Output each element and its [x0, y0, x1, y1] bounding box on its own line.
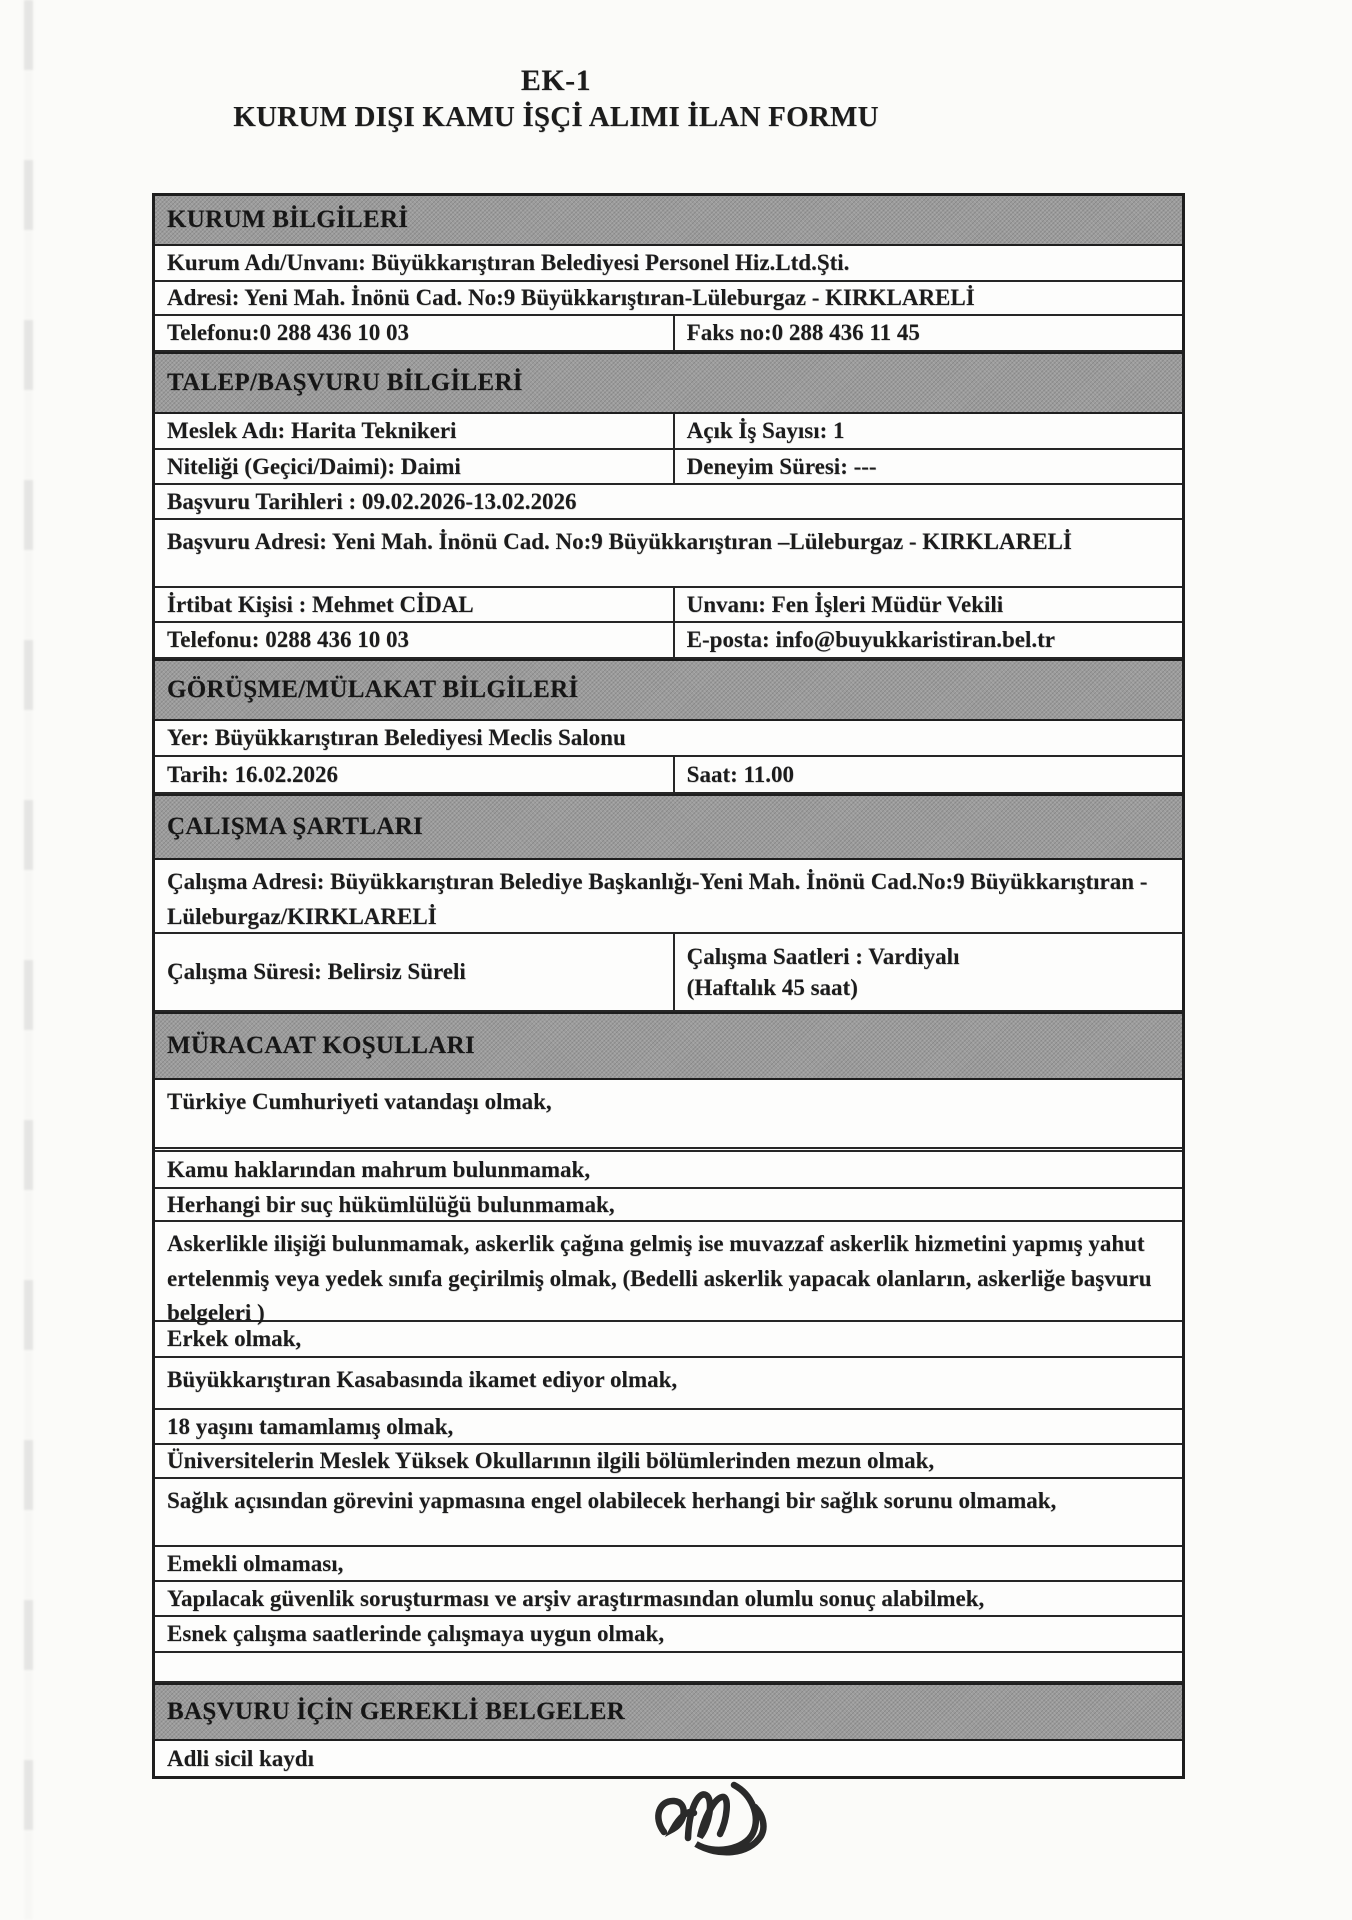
- empty-row: [155, 1653, 1182, 1683]
- field-calisma-saatleri-line2: (Haftalık 45 saat): [686, 975, 858, 1000]
- field-deneyim-suresi: Deneyim Süresi: ---: [686, 453, 877, 479]
- field-calisma-adresi: Çalışma Adresi: Büyükkarıştıran Belediye Başkanlığı-Yeni Mah. İnönü Cad.No:9 Büyükkarıştıran -Lüleburgaz/KIRKLARELİ: [155, 860, 1182, 934]
- kosul-item: 18 yaşını tamamlamış olmak,: [155, 1410, 1182, 1445]
- ilan-form-table: [152, 193, 1185, 1779]
- kosul-item: Askerlikle ilişiği bulunmamak, askerlik çağına gelmiş ise muvazzaf askerlik hizmetini yapmış yahut ertelenmiş veya yedek sınıfa geçirilmiş olmak, (Bedelli askerlik yapacak olanların, askerliğe başvuru belgeleri ): [155, 1222, 1182, 1322]
- field-kurum-adres: Adresi: Yeni Mah. İnönü Cad. No:9 Büyükkarıştıran-Lüleburgaz - KIRKLARELİ: [155, 282, 1182, 316]
- row-telefon-eposta: [155, 623, 1182, 659]
- field-acik-is-sayisi: Açık İş Sayısı: 1: [686, 418, 845, 444]
- field-calisma-saatleri: [675, 934, 1182, 1010]
- section-header-calisma-sartlari: ÇALIŞMA ŞARTLARI: [155, 794, 1182, 860]
- scan-edge-artifact: [24, 0, 33, 1920]
- section-header-talep-basvuru: TALEP/BAŞVURU BİLGİLERİ: [155, 352, 1182, 414]
- row-tarih-saat: [155, 757, 1182, 794]
- row-meslek-acikis: [155, 414, 1182, 450]
- kosul-item: Emekli olmaması,: [155, 1547, 1182, 1582]
- document-title-block: [0, 62, 1112, 136]
- section-header-muracaat-kosullari: MÜRACAAT KOŞULLARI: [155, 1012, 1182, 1080]
- field-kurum-faks: Faks no:0 288 436 11 45: [686, 320, 920, 346]
- field-gorusme-saat: Saat: 11.00: [686, 761, 794, 787]
- row-sure-saatler: [155, 934, 1182, 1012]
- field-meslek-adi: Meslek Adı: Harita Teknikeri: [155, 414, 675, 448]
- kosul-item: Kamu haklarından mahrum bulunmamak,: [155, 1152, 1182, 1189]
- section-header-gerekli-belgeler: BAŞVURU İÇİN GEREKLİ BELGELER: [155, 1683, 1182, 1741]
- row-telefon-faks: [155, 316, 1182, 352]
- page-title: KURUM DIŞI KAMU İŞÇİ ALIMI İLAN FORMU: [233, 101, 879, 133]
- belge-item: Adli sicil kaydı: [167, 1745, 314, 1771]
- doc-code: EK-1: [520, 64, 592, 97]
- field-nitelik: Niteliği (Geçici/Daimi): Daimi: [155, 450, 675, 483]
- kosul-item: Sağlık açısından görevini yapmasına engel olabilecek herhangi bir sağlık sorunu olmamak,: [155, 1479, 1182, 1547]
- section-header-kurum-bilgileri: KURUM BİLGİLERİ: [155, 196, 1182, 246]
- kosul-item: Esnek çalışma saatlerinde çalışmaya uygun olmak,: [155, 1617, 1182, 1653]
- field-basvuru-adresi: Başvuru Adresi: Yeni Mah. İnönü Cad. No:9 Büyükkarıştıran –Lüleburgaz - KIRKLARELİ: [155, 520, 1182, 588]
- field-irtibat-telefon: Telefonu: 0288 436 10 03: [155, 623, 675, 657]
- field-gorusme-tarih: Tarih: 16.02.2026: [155, 757, 675, 792]
- kosul-item: Yapılacak güvenlik soruşturması ve arşiv araştırmasından olumlu sonuç alabilmek,: [155, 1582, 1182, 1617]
- field-kurum-adi: Kurum Adı/Unvanı: Büyükkarıştıran Belediyesi Personel Hiz.Ltd.Şti.: [155, 246, 1182, 282]
- field-kurum-telefon: Telefonu:0 288 436 10 03: [155, 316, 675, 350]
- kosul-item: Erkek olmak,: [155, 1322, 1182, 1358]
- field-irtibat-kisisi: İrtibat Kişisi : Mehmet CİDAL: [155, 588, 675, 621]
- signature: [648, 1778, 780, 1874]
- field-gorusme-yer: Yer: Büyükkarıştıran Belediyesi Meclis Salonu: [155, 721, 1182, 757]
- field-basvuru-tarihleri: Başvuru Tarihleri : 09.02.2026-13.02.2026: [155, 485, 1182, 520]
- field-eposta: E-posta: info@buyukkaristiran.bel.tr: [686, 627, 1056, 653]
- field-unvan: Unvanı: Fen İşleri Müdür Vekili: [686, 591, 1004, 617]
- section-header-gorusme-mulakat: GÖRÜŞME/MÜLAKAT BİLGİLERİ: [155, 659, 1182, 721]
- kosul-item: Herhangi bir suç hükümlülüğü bulunmamak,: [155, 1189, 1182, 1222]
- field-calisma-saatleri-line1: Çalışma Saatleri : Vardiyalı: [686, 943, 960, 969]
- kosul-item: Büyükkarıştıran Kasabasında ikamet ediyor olmak,: [155, 1358, 1182, 1410]
- field-calisma-suresi: Çalışma Süresi: Belirsiz Süreli: [155, 934, 675, 1010]
- kosul-item: Türkiye Cumhuriyeti vatandaşı olmak,: [155, 1080, 1182, 1152]
- row-nitelik-deneyim: [155, 450, 1182, 485]
- row-irtibat-unvan: [155, 588, 1182, 623]
- kosul-item: Üniversitelerin Meslek Yüksek Okullarının ilgili bölümlerinden mezun olmak,: [155, 1445, 1182, 1479]
